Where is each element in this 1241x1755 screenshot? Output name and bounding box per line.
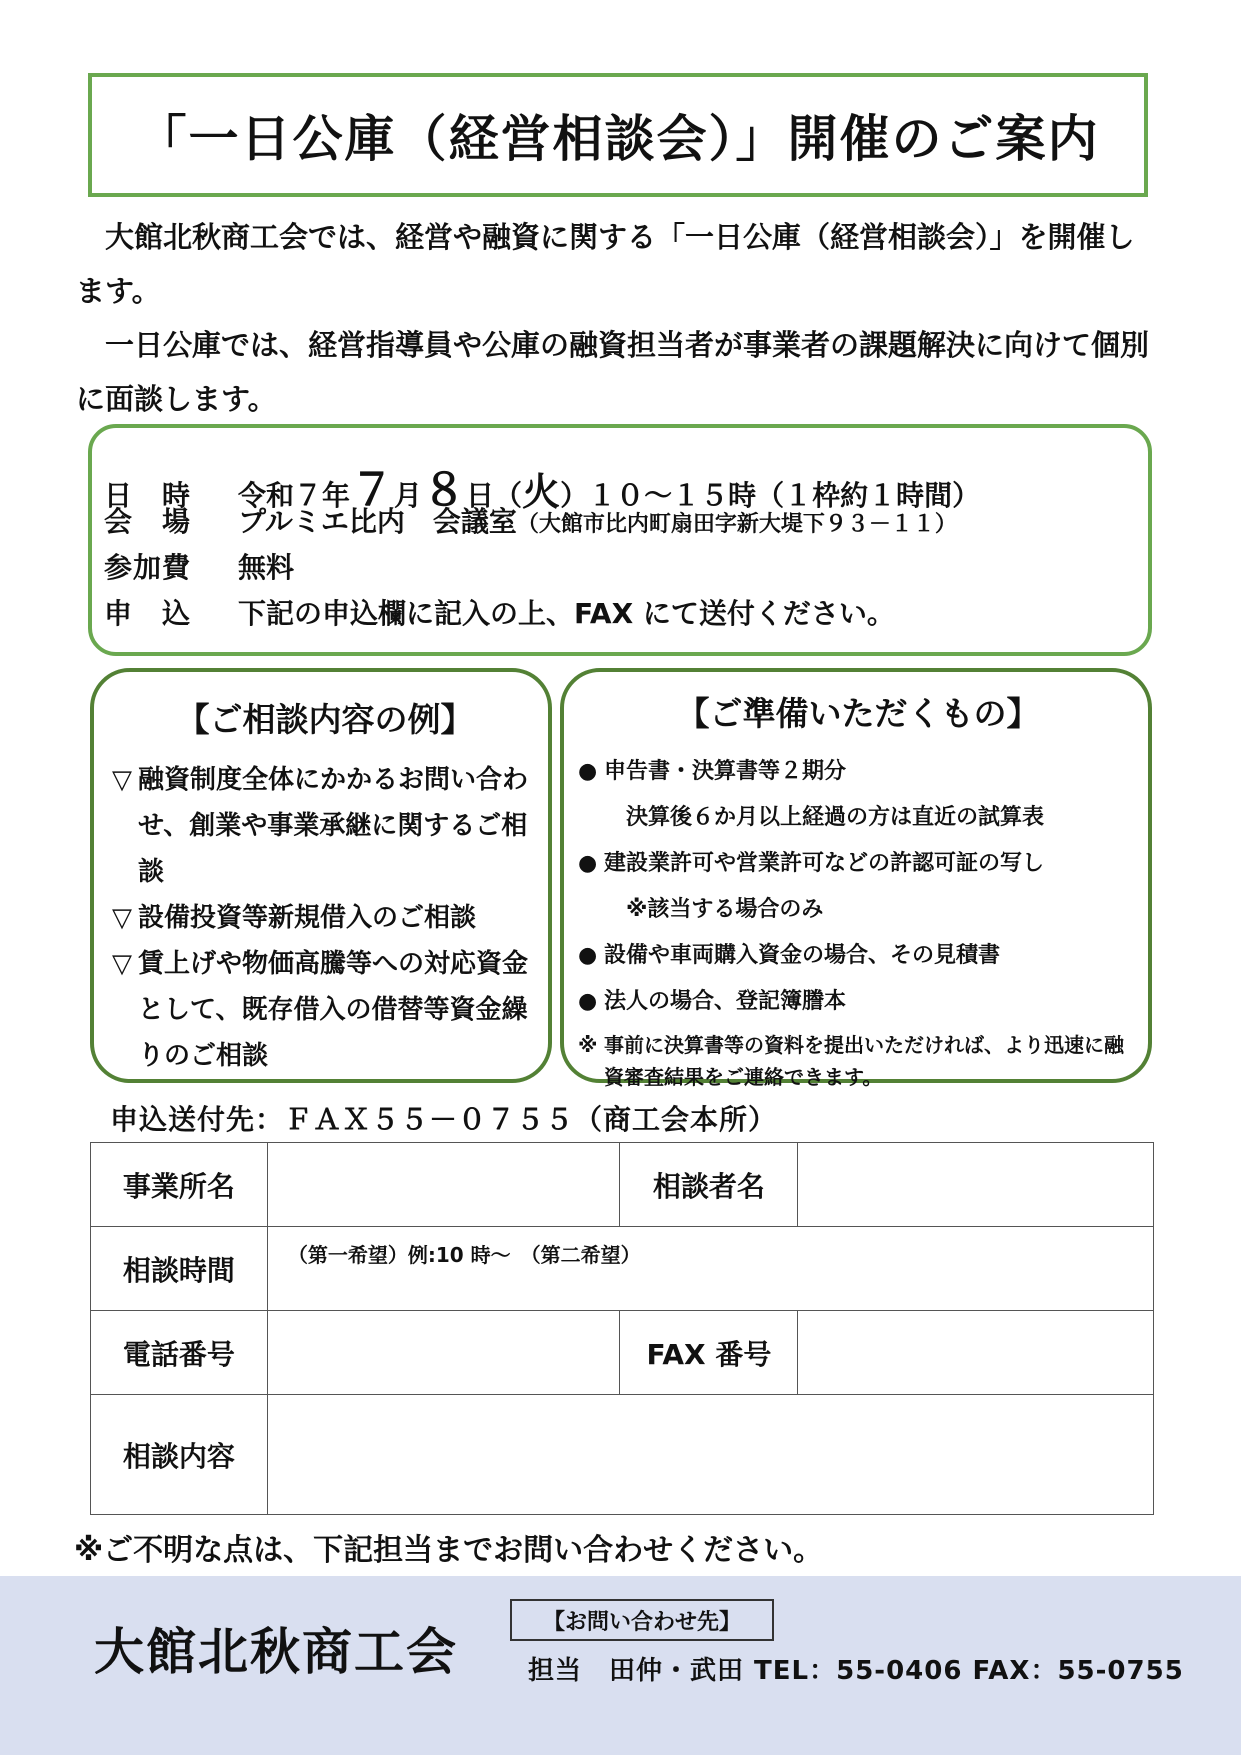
event-info-box	[88, 424, 1152, 656]
organization-name: 大館北秋商工会	[94, 1623, 458, 1681]
venue-address: （大館市比内町扇田字新大堤下９３－１１）	[516, 512, 957, 537]
phone-field[interactable]	[267, 1311, 620, 1395]
fee-label: 参加費	[104, 551, 192, 584]
inquiry-footnote: ※ご不明な点は、下記担当までお問い合わせください。	[74, 1533, 824, 1568]
list-item: 決算後６か月以上経過の方は直近の試算表	[604, 805, 1045, 830]
date-row	[104, 454, 1136, 516]
title-box	[88, 73, 1148, 197]
consult-heading: 【ご相談内容の例】	[176, 700, 474, 739]
office-name-field[interactable]	[267, 1143, 620, 1227]
date-month-unit: 月	[394, 479, 423, 512]
date-day-unit: 日（	[466, 479, 523, 512]
contact-details: 担当 田仲・武田 TEL：55-0406 FAX：55-0755	[528, 1656, 1184, 1686]
consult-time-label: 相談時間	[91, 1227, 268, 1311]
date-label: 日 時	[104, 479, 192, 512]
bullet-icon: ●	[578, 943, 598, 968]
prepare-note: ※ 事前に決算書等の資料を提出いただければ、より迅速に融資審査結果をご連絡できます。	[578, 1029, 1138, 1093]
triangle-bullet-icon: ▽	[112, 765, 132, 795]
venue-name: プルミエ比内 会議室	[238, 505, 517, 538]
list-item: ● 申告書・決算書等２期分	[578, 749, 1138, 795]
consult-examples-panel	[90, 668, 552, 1083]
date-day: ８	[422, 465, 467, 516]
date-month: ７	[350, 465, 395, 516]
application-form	[90, 1142, 1154, 1515]
fee-value: 無料	[238, 551, 295, 584]
contact-title: 【お問い合わせ先】	[510, 1599, 774, 1641]
triangle-bullet-icon: ▽	[112, 903, 132, 933]
list-item: ● 設備や車両購入資金の場合、その見積書	[578, 933, 1138, 979]
bullet-icon: ●	[578, 851, 598, 876]
bullet-icon: ●	[578, 989, 598, 1014]
consult-list	[112, 757, 538, 1079]
consultant-name-label: 相談者名	[620, 1143, 798, 1227]
list-item: ● 法人の場合、登記簿謄本	[578, 979, 1138, 1025]
office-name-label: 事業所名	[91, 1143, 268, 1227]
page-title: 「一日公庫（経営相談会）」開催のご案内	[136, 110, 1100, 168]
apply-value: 下記の申込欄に記入の上、FAX にて送付ください。	[238, 597, 895, 630]
phone-label: 電話番号	[91, 1311, 268, 1395]
intro-paragraph-2: 一日公庫では、経営指導員や公庫の融資担当者が事業者の課題解決に向けて個別に面談します。	[76, 328, 1150, 416]
prepare-heading: 【ご準備いただくもの】	[676, 694, 1040, 733]
apply-label: 申 込	[104, 597, 192, 630]
fax-destination: 申込送付先：ＦＡＸ５５－０７５５（商工会本所）	[110, 1103, 778, 1136]
consult-content-field[interactable]	[267, 1395, 1153, 1515]
consult-time-field[interactable]: （第一希望）例:10 時～ （第二希望）	[267, 1227, 1153, 1311]
consultant-name-field[interactable]	[798, 1143, 1154, 1227]
intro-text	[76, 210, 1156, 426]
date-suffix: ）１０～１５時（１枠約１時間）	[560, 479, 981, 512]
triangle-bullet-icon: ▽	[112, 949, 132, 979]
apply-row	[104, 592, 1136, 638]
consult-content-label: 相談内容	[91, 1395, 268, 1515]
list-item: ▽ 賃上げや物価高騰等への対応資金として、既存借入の借替等資金繰りのご相談	[112, 941, 538, 1079]
bullet-icon: ●	[578, 759, 598, 784]
prepare-list	[578, 749, 1138, 1093]
list-item: ※該当する場合のみ	[604, 897, 824, 922]
date-weekday: 火	[522, 470, 561, 514]
venue-label: 会 場	[104, 505, 192, 538]
fee-row	[104, 546, 1136, 592]
venue-row	[104, 500, 1136, 546]
list-item: ▽ 融資制度全体にかかるお問い合わせ、創業や事業承継に関するご相談	[112, 757, 538, 895]
list-item: ▽ 設備投資等新規借入のご相談	[112, 895, 538, 941]
note-mark-icon: ※	[578, 1033, 598, 1057]
fax-label: FAX 番号	[620, 1311, 798, 1395]
intro-paragraph-1: 大館北秋商工会では、経営や融資に関する「一日公庫（経営相談会）」を開催します。	[76, 220, 1135, 308]
list-item: ● 建設業許可や営業許可などの許認可証の写し	[578, 841, 1138, 887]
fax-field[interactable]	[798, 1311, 1154, 1395]
prepare-items-panel	[560, 668, 1152, 1089]
date-prefix: 令和７年	[238, 479, 351, 512]
